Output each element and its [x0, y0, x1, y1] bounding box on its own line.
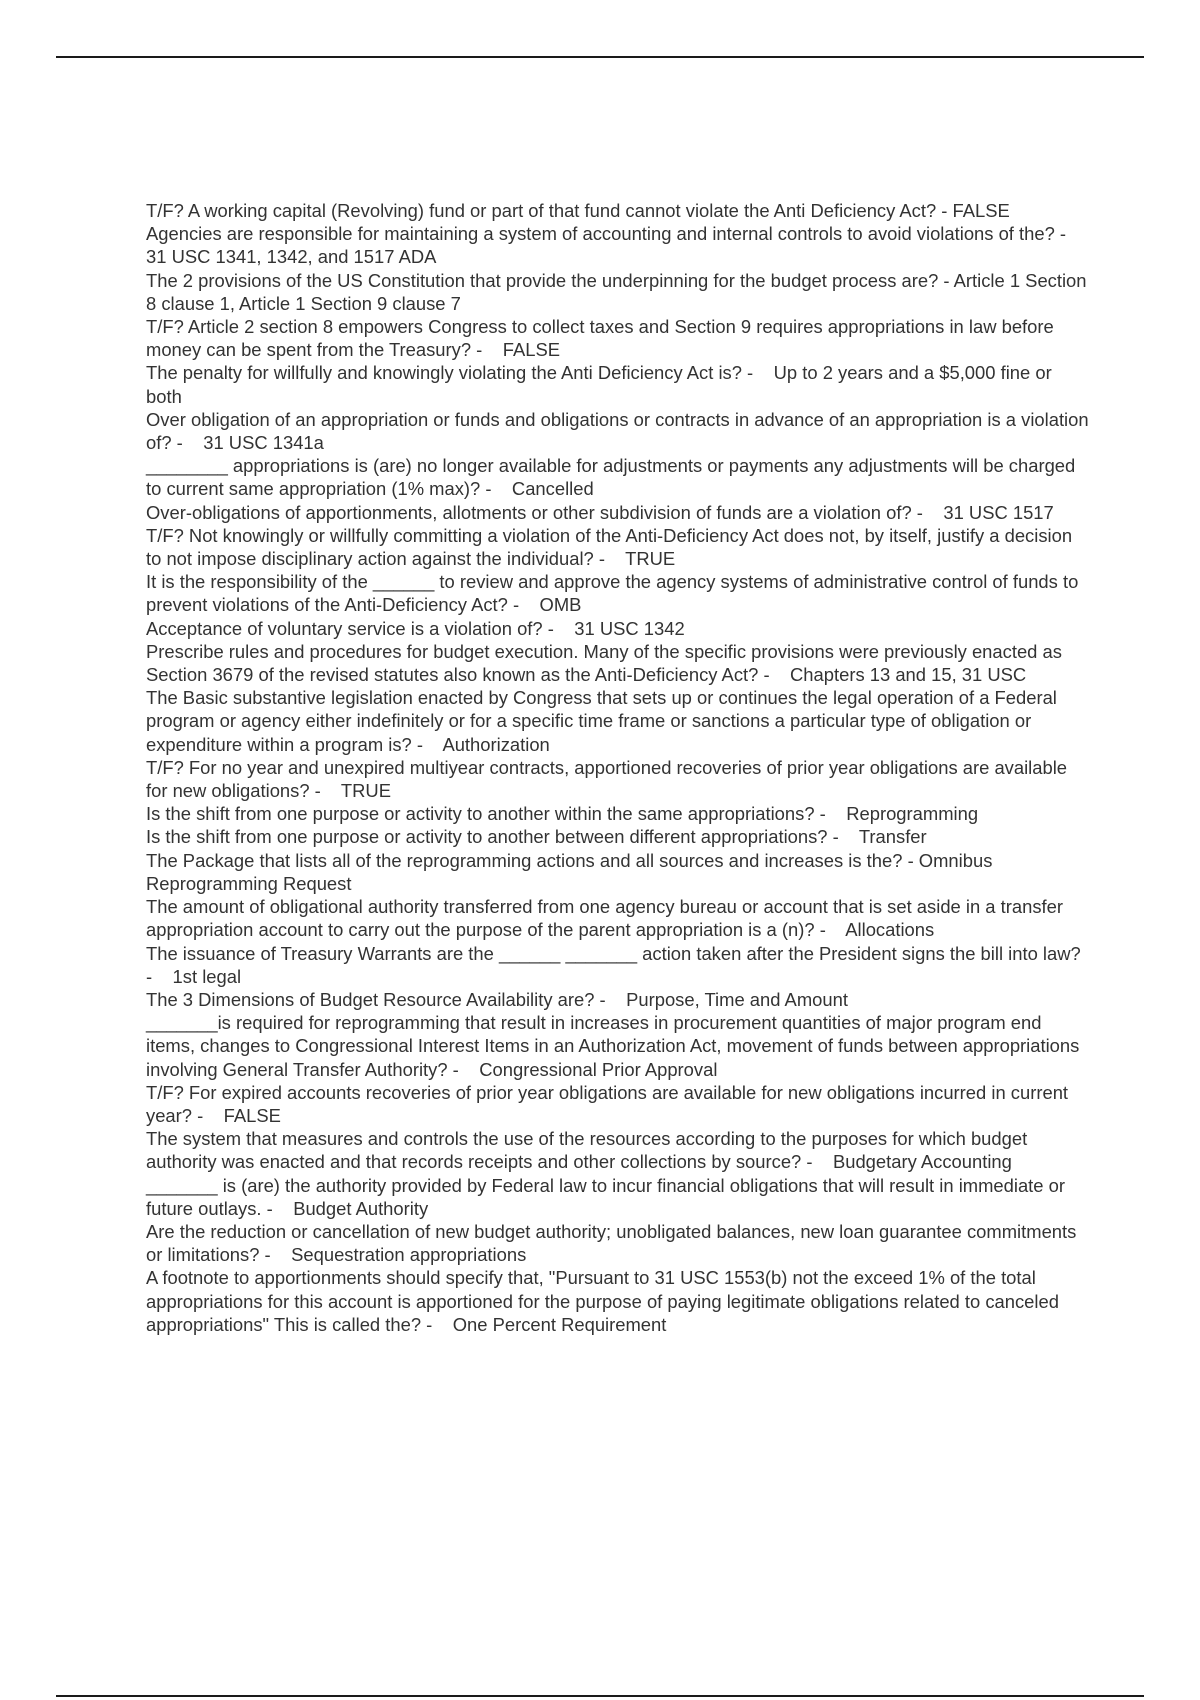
- qa-item: Over-obligations of apportionments, allotments or other subdivision of funds are a violation of? - 31 USC 1517: [146, 501, 1054, 523]
- qa-item: Is the shift from one purpose or activity to another within the same appropriations? - Reprogramming: [146, 803, 979, 825]
- qa-item: T/F? For no year and unexpired multiyear contracts, apportioned recoveries of prior year obligations are available for new obligations? - TRUE: [146, 756, 1073, 802]
- qa-item: _______ is (are) the authority provided by Federal law to incur financial obligations that will result in immediate or future outlays. - Budget Authority: [146, 1174, 1071, 1219]
- qa-item: _______is required for reprogramming that result in increases in procurement quantities of major program end items, changes to Congressional Interest Items in an Authorization Act, movement of funds between appropriations involving General Transfer Authority? - Congressional Prior Approval: [146, 1012, 1085, 1080]
- qa-item: Agencies are responsible for maintaining a system of accounting and internal controls to avoid violations of the? - 31 USC 1341, 1342, and 1517 ADA: [146, 223, 1087, 268]
- qa-item: Is the shift from one purpose or activity to another between different appropriations? - Transfer: [146, 826, 927, 848]
- qa-item: Over obligation of an appropriation or funds and obligations or contracts in advance of an appropriation is a violation of? - 31 USC 1341a: [146, 408, 1094, 454]
- qa-item: The amount of obligational authority transferred from one agency bureau or account that is set aside in a transfer appropriation account to carry out the purpose of the parent appropriation is a (n)? - Allocations: [146, 896, 1069, 941]
- qa-item: Acceptance of voluntary service is a violation of? - 31 USC 1342: [146, 617, 685, 639]
- qa-item: The system that measures and controls the use of the resources according to the purposes for which budget authority was enacted and that records receipts and other collections by source? - Budgetary Accounting: [146, 1128, 1033, 1173]
- qa-item: Prescribe rules and procedures for budget execution. Many of the specific provisions were previously enacted as Section 3679 of the revised statutes also known as the Anti-Deficiency Act? - Chapters 13 and 15, 31 USC: [146, 640, 1068, 686]
- qa-item: Are the reduction or cancellation of new budget authority; unobligated balances, new loan guarantee commitments or limitations? - Sequestration appropriations: [146, 1220, 1082, 1266]
- qa-item: The 2 provisions of the US Constitution that provide the underpinning for the budget process are? - Article 1 Section 8 clause 1, Article 1 Section 9 clause 7: [146, 269, 1092, 314]
- qa-item: The Basic substantive legislation enacted by Congress that sets up or continues the legal operation of a Federal program or agency either indefinitely or for a specific time frame or sanctions a particular type of obligation or expenditure within a program is? - Authorization: [146, 687, 1063, 755]
- document-body: [146, 199, 1094, 1336]
- qa-item: The penalty for willfully and knowingly violating the Anti Deficiency Act is? - Up to 2 years and a $5,000 fine or both: [146, 362, 1057, 407]
- qa-item: The Package that lists all of the reprogramming actions and all sources and increases is the? - Omnibus Reprogramming Request: [146, 849, 998, 894]
- qa-item: A footnote to apportionments should specify that, "Pursuant to 31 USC 1553(b) not the exceed 1% of the total appropriations for this account is apportioned for the purpose of paying legitimate obligations related to canceled appropriations" This is called the? - One Percent Requirement: [146, 1267, 1065, 1335]
- qa-item: The issuance of Treasury Warrants are the ______ _______ action taken after the President signs the bill into law? - 1st legal: [146, 942, 1086, 987]
- qa-item: The 3 Dimensions of Budget Resource Availability are? - Purpose, Time and Amount: [146, 988, 848, 1010]
- qa-item: T/F? For expired accounts recoveries of prior year obligations are available for new obligations incurred in current year? - FALSE: [146, 1081, 1074, 1126]
- header-rule: [56, 56, 1144, 58]
- qa-item: T/F? A working capital (Revolving) fund or part of that fund cannot violate the Anti Deficiency Act? - FALSE: [146, 200, 1010, 221]
- qa-item: ________ appropriations is (are) no longer available for adjustments or payments any adjustments will be charged to current same appropriation (1% max)? - Cancelled: [146, 455, 1081, 500]
- footer-rule: [56, 1695, 1144, 1697]
- qa-item: It is the responsibility of the ______ to review and approve the agency systems of administrative control of funds to prevent violations of the Anti-Deficiency Act? - OMB: [146, 571, 1084, 616]
- qa-item: T/F? Article 2 section 8 empowers Congress to collect taxes and Section 9 requires appropriations in law before money can be spent from the Treasury? - FALSE: [146, 316, 1059, 361]
- qa-item: T/F? Not knowingly or willfully committing a violation of the Anti-Deficiency Act does not, by itself, justify a decision to not impose disciplinary action against the individual? - TRUE: [146, 524, 1078, 570]
